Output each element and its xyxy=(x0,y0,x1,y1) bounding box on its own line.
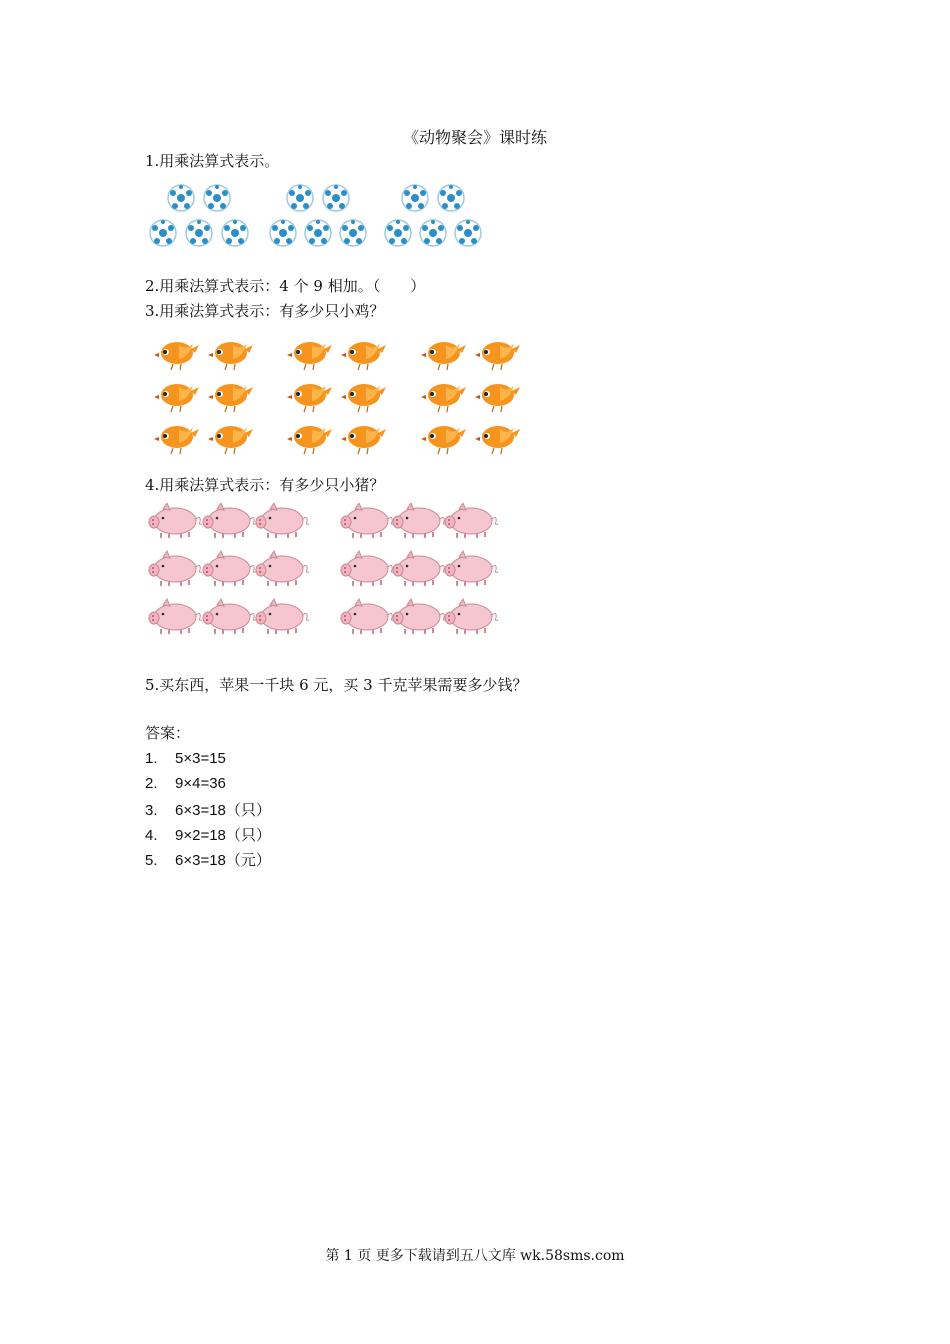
answer-formula: 9×2=18 xyxy=(175,827,226,844)
ball-group-2 xyxy=(270,185,366,246)
answer-formula: 5×3=15 xyxy=(175,750,226,767)
pigs-figure xyxy=(145,503,505,638)
answer-number: 1. xyxy=(145,750,158,767)
answers-heading: 答案： xyxy=(145,724,191,742)
answer-item xyxy=(145,774,226,792)
ball-group-1 xyxy=(150,185,248,246)
question-5: 5.买东西，苹果一千块 6 元，买 3 千克苹果需要多少钱？ xyxy=(145,676,528,694)
question-1: 1.用乘法算式表示。 xyxy=(145,152,280,170)
answer-number: 2. xyxy=(145,775,158,792)
chick-group-3 xyxy=(421,342,520,454)
chicks-figure xyxy=(145,335,530,460)
page-title: 《动物聚会》课时练 xyxy=(402,128,547,147)
answer-unit: （只） xyxy=(225,801,271,819)
answer-number: 3. xyxy=(145,802,158,819)
chick-group-1 xyxy=(154,342,253,454)
question-3: 3.用乘法算式表示：有多少只小鸡？ xyxy=(145,302,385,320)
answer-number: 5. xyxy=(145,852,158,869)
ball-group-3 xyxy=(385,185,481,246)
question-2: 2.用乘法算式表示：4 个 9 相加。（ ） xyxy=(145,277,426,295)
answer-item xyxy=(145,849,271,870)
answer-item xyxy=(145,749,226,767)
question-4: 4.用乘法算式表示：有多少只小猪？ xyxy=(145,476,385,494)
pig-group-2 xyxy=(341,503,498,634)
pig-group-1 xyxy=(149,503,309,634)
soccer-balls-figure xyxy=(145,183,495,251)
answer-formula: 6×3=18 xyxy=(175,852,226,869)
answer-formula: 6×3=18 xyxy=(175,802,226,819)
answer-item xyxy=(145,824,271,845)
page-footer: 第 1 页 更多下载请到五八文库 wk.58sms.com xyxy=(325,1248,625,1264)
answer-number: 4. xyxy=(145,827,158,844)
answer-formula: 9×4=36 xyxy=(175,775,226,792)
answer-unit: （元） xyxy=(225,851,271,869)
chick-group-2 xyxy=(287,342,386,454)
answer-item xyxy=(145,799,271,820)
answer-unit: （只） xyxy=(225,826,271,844)
